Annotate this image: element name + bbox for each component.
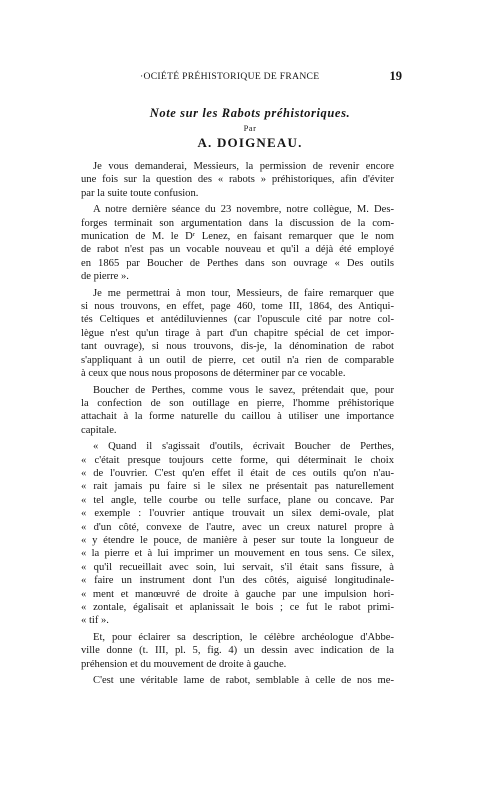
page-number: 19 (389, 69, 402, 83)
author-name: A. DOIGNEAU. (197, 135, 303, 150)
text-line: C'est une véritable lame de rabot, semblable à celle de nos me- (93, 675, 394, 687)
text-line: « rait jamais pu faire si le silex ne présentait pas naturellement (81, 481, 394, 493)
paragraph (81, 160, 394, 200)
text-line: « tif ». (81, 615, 109, 627)
text-line: à ceux que nous nous proposons de déterminer par ce vocable. (81, 368, 346, 380)
text-line: une fois sur la question des « rabots » préhistoriques, afin d'éviter (81, 174, 394, 186)
text-line: « ment et manœuvré de droite à gauche par une impulsion hori- (81, 588, 394, 600)
text-line: A notre dernière séance du 23 novembre, notre collègue, M. Des- (93, 204, 394, 216)
text-line: s'appliquant à un outil de pierre, cet outil n'a rien de comparable (81, 354, 394, 366)
text-line: « faire un instrument dont l'un des côtés, aiguisé longitudinale- (81, 575, 394, 587)
running-head: ·OCIÉTÉ PRÉHISTORIQUE DE FRANCE (140, 71, 320, 82)
text-line: munication de M. le Dʳ Lenez, en faisant remarquer que le nom (81, 231, 394, 243)
text-line: « y étendre le pouce, de manière à peser sur toute la longueur de (81, 534, 394, 546)
text-line: Je me permettrai à mon tour, Messieurs, de faire remarquer que (93, 287, 394, 299)
text-line: préhension et du mouvement de droite à gauche. (81, 658, 287, 670)
text-line: en 1865 par Boucher de Perthes dans son ouvrage « Des outils (81, 257, 394, 269)
text-line: tés Celtiques et antédiluviennes (car l'opuscule cité par notre col- (81, 314, 394, 326)
text-line: Je vous demanderai, Messieurs, la permission de revenir encore (93, 161, 394, 172)
paragraph (81, 674, 394, 687)
text-line: « qu'il recueillait avec soin, lui servait, s'il était sans fissure, à (81, 561, 394, 573)
paragraph (81, 203, 394, 283)
paragraph (81, 384, 394, 438)
text-line: de pierre ». (81, 271, 129, 283)
text-line: attachait à la forme naturelle du caillou à utiliser une importance (81, 411, 394, 423)
text-line: forges terminait son argumentation dans la discussion de la com- (81, 217, 394, 229)
text-line: « la pierre et à lui imprimer un mouvement en tous sens. Ce silex, (81, 548, 394, 560)
paragraph (81, 631, 394, 671)
text-line: « Quand il s'agissait d'outils, écrivait Boucher de Perthes, (93, 441, 394, 453)
text-line: Boucher de Perthes, comme vous le savez, prétendait que, pour (93, 384, 394, 396)
text-line: « c'était presque toujours cette forme, qui déterminait le choix (81, 454, 394, 466)
text-line: « tel angle, telle courbe ou telle surface, plane ou concave. Par (81, 494, 394, 506)
article-title: Note sur les Rabots préhistoriques. (149, 106, 351, 120)
paragraph (81, 287, 394, 381)
paragraph (81, 440, 394, 628)
article-body (81, 160, 394, 690)
text-line: tant ouvrage), si nous trouvons, dis-je, la dénomination de rabot (81, 341, 394, 353)
page-header (140, 70, 402, 86)
text-line: « d'un côté, convexe de l'autre, avec un creux naturel propre à (81, 521, 394, 533)
text-line: lègue n'est qu'un tirage à part d'un chapitre spécial de cet impor- (81, 327, 394, 339)
text-line: si nous trouvons, en effet, page 460, tome III, 1864, des Antiqui- (81, 301, 394, 313)
text-line: capitale. (81, 424, 117, 436)
text-line: de rabot n'est pas un vocable nouveau et qu'il a déjà été employé (81, 244, 394, 256)
text-line: la confection de son outillage en pierre, l'homme préhistorique (81, 397, 394, 409)
text-line: « de l'ouvrier. C'est qu'en effet il était de ces outils qu'on n'au- (81, 467, 394, 479)
text-line: ville donne (t. III, pl. 5, fig. 4) un dessin avec indication de la (81, 645, 394, 657)
text-line: « exemple : l'ouvrier antique trouvait un silex demi-ovale, plat (81, 508, 394, 520)
text-line: par la suite toute confusion. (81, 187, 199, 199)
byline: Par (243, 123, 257, 133)
text-line: « zontale, égalisait et aplanissait le bois ; ce fut le rabot primi- (81, 602, 394, 613)
text-line: Et, pour éclairer sa description, le célèbre archéologue d'Abbe- (93, 631, 394, 643)
